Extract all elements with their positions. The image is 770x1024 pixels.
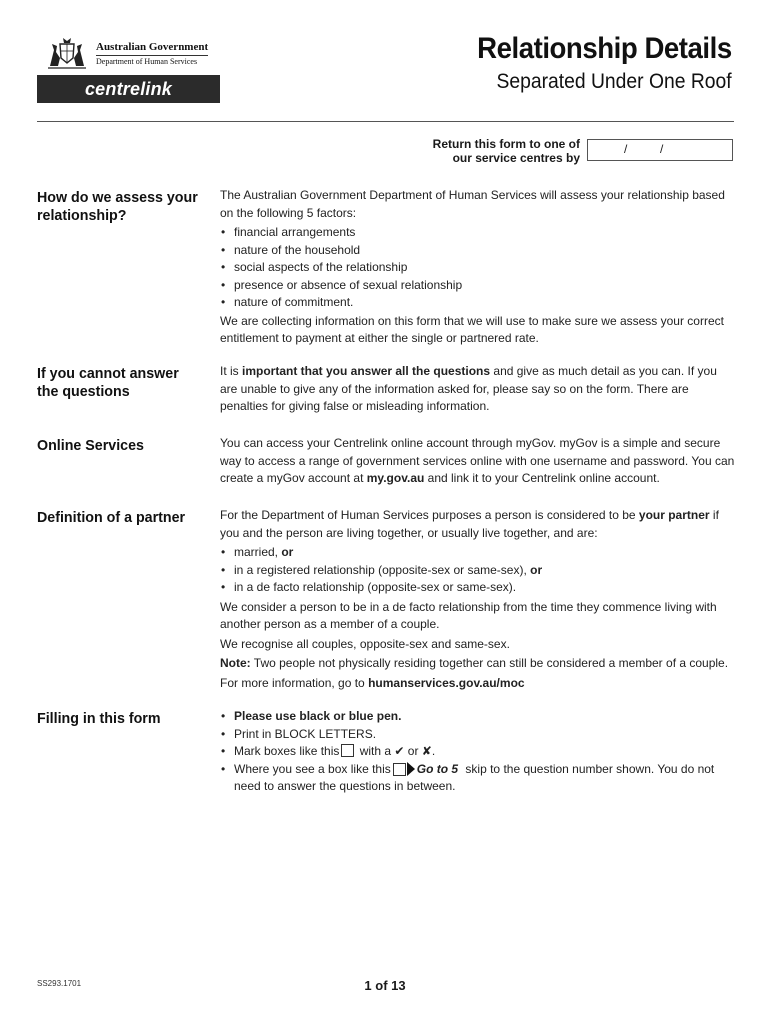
centrelink-logo — [37, 75, 220, 103]
list-item: • Print in BLOCK LETTERS. — [220, 726, 735, 744]
list-item — [220, 562, 735, 580]
list-item: • nature of commitment. — [220, 294, 735, 312]
note-text: Two people not physically residing together can still be considered a member of a couple. — [250, 656, 729, 670]
list-item — [220, 761, 735, 796]
condition-connector: or — [281, 545, 294, 559]
list-item: • presence or absence of sexual relationship — [220, 277, 735, 295]
partner-intro-post: if you and the person are living together, or usually live together, and are: — [220, 508, 719, 540]
form-code: SS293.1701 — [37, 979, 82, 988]
goto-text-post: skip to the question number shown. You do not need to answer the questions in between. — [234, 761, 715, 793]
instruction-list — [220, 708, 735, 796]
assess-heading: How do we assess your relationship? — [37, 189, 198, 224]
condition-connector: or — [530, 562, 543, 577]
return-label-line2: our service centres by — [452, 151, 580, 165]
cannot-answer-heading: If you cannot answer the questions — [37, 365, 179, 400]
cross-icon: ✘ — [421, 744, 432, 758]
partner-intro-pre: For the Department of Human Services purposes a person is considered to be — [220, 508, 639, 522]
assess-intro: The Australian Government Department of Human Services will assess your relationship based on the following 5 factors: — [220, 188, 725, 220]
list-item: • financial arrangements — [220, 224, 735, 242]
header-divider — [37, 121, 734, 122]
agency-name: Australian Government — [96, 41, 209, 53]
list-item — [220, 544, 735, 562]
list-item — [220, 743, 735, 761]
pen-instruction: Please use black or blue pen. — [234, 709, 402, 723]
agency-divider — [96, 55, 208, 56]
date-separator-2: / — [660, 142, 664, 156]
filling-form-heading: Filling in this form — [37, 710, 161, 727]
cannot-answer-emphasis: important that you answer all the questions — [242, 364, 491, 378]
online-text-post: and link it to your Centrelink online account. — [424, 471, 660, 485]
assess-factor-list — [220, 224, 735, 312]
partner-definition-heading: Definition of a partner — [37, 509, 186, 526]
return-date-label — [400, 137, 580, 165]
more-info-text: For more information, go to — [220, 675, 369, 690]
couples-text: We recognise all couples, opposite-sex and same-sex. — [220, 636, 510, 651]
list-item: • social aspects of the relationship — [220, 259, 735, 277]
condition-text: in a registered relationship (opposite-sex or same-sex), — [234, 562, 531, 577]
mark-text-or: or — [404, 744, 422, 758]
goto-arrow-icon — [393, 762, 415, 776]
partner-definition-body — [220, 507, 735, 694]
partner-condition-list — [220, 544, 735, 597]
online-services-body — [220, 435, 735, 490]
goto-label: Go to 5 — [416, 761, 459, 776]
partner-intro-emphasis: your partner — [638, 508, 710, 522]
cannot-answer-text-pre: It is — [220, 364, 243, 378]
de-facto-text: We consider a person to be in a de facto relationship from the time they commence living with another person as a member of a couple. — [220, 599, 717, 631]
coat-of-arms-icon — [44, 36, 90, 70]
online-services-heading: Online Services — [37, 437, 144, 454]
online-text-pre: You can access your Centrelink online account through myGov. myGov is a simple and secure way to access a range of government services online with one username and password. You can create a myGov account at — [220, 436, 735, 485]
filling-form-body — [220, 708, 735, 796]
list-item — [220, 708, 735, 726]
cannot-answer-body — [220, 363, 735, 418]
mark-text-pre: Mark boxes like this — [234, 744, 340, 758]
condition-text: married, — [234, 545, 282, 559]
moc-link[interactable]: humanservices.gov.au/moc — [368, 675, 525, 690]
tick-icon: ✔ — [394, 744, 405, 758]
goto-text-pre: Where you see a box like this — [234, 761, 391, 776]
note-label: Note: — [220, 656, 251, 670]
brand-text: centrelink — [84, 78, 173, 99]
assess-closing: We are collecting information on this form that we will use to make sure we assess your correct entitlement to payment at either the single or partnered rate. — [220, 313, 724, 345]
mygov-link[interactable]: my.gov.au — [366, 471, 425, 485]
list-item — [220, 579, 735, 597]
mark-text-mid: with a — [356, 744, 395, 758]
condition-text: in a de facto relationship (opposite-sex or same-sex). — [234, 580, 517, 594]
list-item: • nature of the household — [220, 242, 735, 260]
page-number: 1 of 13 — [364, 978, 406, 993]
assess-body — [220, 187, 735, 350]
date-separator-1: / — [624, 142, 628, 156]
sample-checkbox — [341, 744, 354, 757]
form-title: Relationship Details — [477, 32, 732, 65]
department-name: Department of Human Services — [96, 57, 198, 66]
cannot-answer-text-post: and give as much detail as you can. If you are unable to give any of the information asked for, please say so on the form. There are penalties for giving false or misleading information. — [220, 364, 717, 413]
mark-text-end: . — [431, 744, 436, 758]
form-subtitle: Separated Under One Roof — [496, 70, 732, 93]
return-label-line1: Return this form to one of — [432, 137, 580, 151]
